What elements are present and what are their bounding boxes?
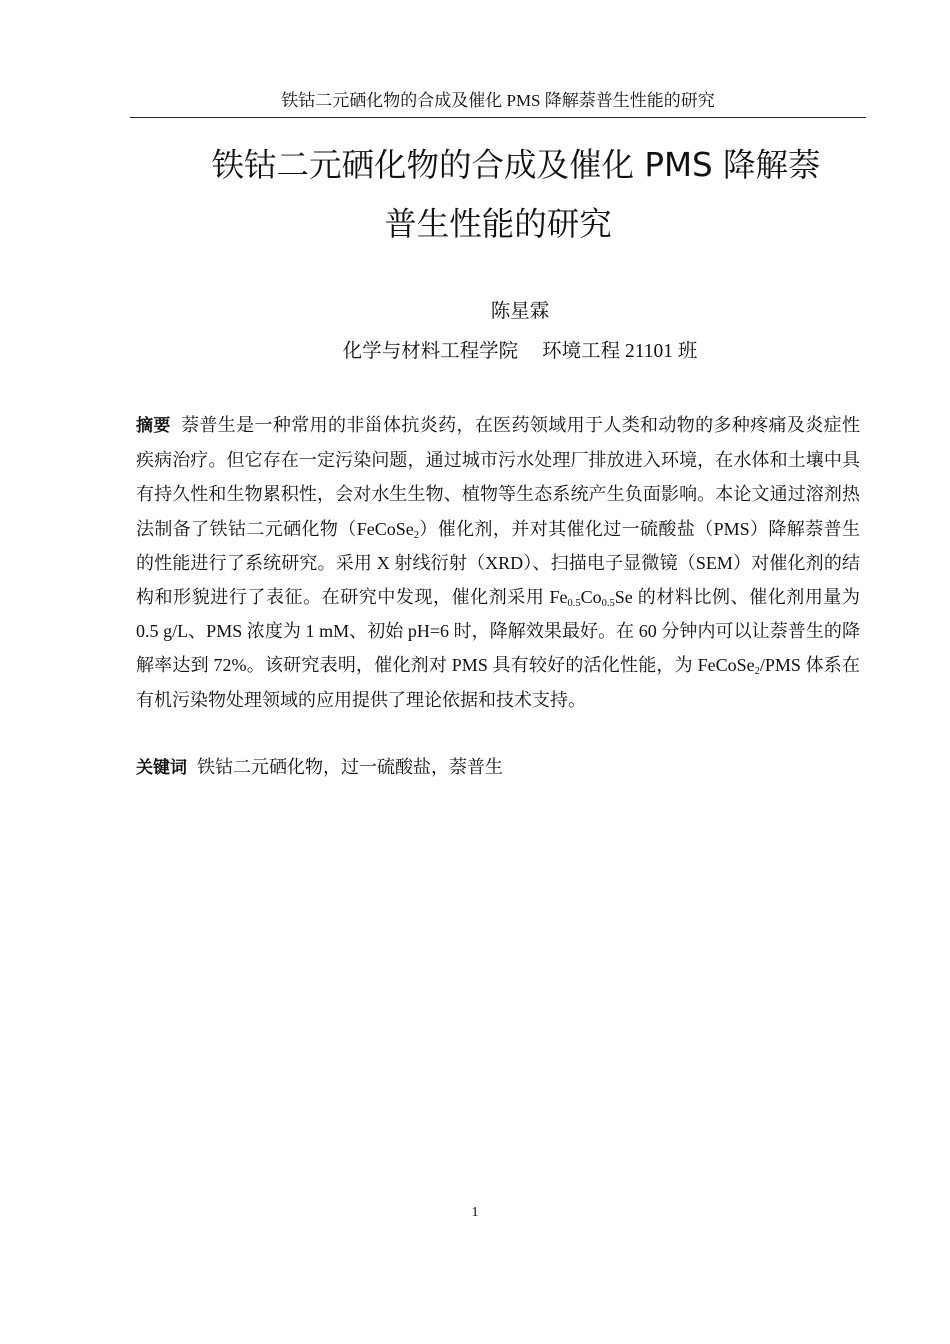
abstract-text-4: Se 的材料比例、催化剂用量为 0.5 g/L、PMS 浓度为 1 mM、初始 pH=6 时，降解效果最好。在 60 分钟内可以让萘普生的降解率达到 72%。该研究表明，催化剂对 PMS 具有较好的活化性能，为 FeCoSe: [136, 587, 860, 676]
paper-title-line-2: 普生性能的研究: [384, 205, 612, 243]
abstract-subscript-4: 2: [754, 666, 760, 678]
page-number: 1: [471, 1205, 479, 1220]
keywords-text: 铁钴二元硒化物，过一硫酸盐，萘普生: [197, 757, 503, 777]
author-affiliation: [130, 338, 910, 366]
abstract-subscript-3: 0.5: [601, 598, 615, 610]
abstract-label: 摘要: [136, 416, 171, 436]
keywords-label: 关键词: [136, 758, 187, 778]
paper-title: [130, 136, 866, 254]
author-name: 陈星霖: [490, 301, 550, 322]
abstract-text-5: /PMS 体系在有机污染物处理领域的应用提供了理论依据和技术支持。: [136, 655, 860, 710]
abstract-text-1: 萘普生是一种常用的非甾体抗炎药，在医药领域用于人类和动物的多种疼痛及炎症性疾病治疗。但它存在一定污染问题，通过城市污水处理厂排放进入环境，在水体和土壤中具有持久性和生物累积性，会对水生生物、植物等生态系统产生负面影响。本论文通过溶剂热法制备了铁钴二元硒化物（FeCoSe: [136, 415, 860, 539]
keywords: [136, 750, 860, 785]
class-name: 环境工程 21101 班: [542, 341, 698, 362]
running-header: [130, 90, 866, 118]
abstract-text-2: ）催化剂，并对其催化过一硫酸盐（PMS）降解萘普生的性能进行了系统研究。采用 X 射线衍射（XRD）、扫描电子显微镜（SEM）对催化剂的结构和形貌进行了表征。在研究中发现，催化剂采用 Fe: [136, 518, 860, 608]
abstract-subscript-2: 0.5: [567, 598, 581, 610]
abstract-text-3: Co: [580, 587, 602, 608]
school-name: 化学与材料工程学院: [342, 341, 519, 362]
running-header-title: 铁钴二元硒化物的合成及催化 PMS 降解萘普生性能的研究: [281, 91, 715, 110]
abstract: [136, 408, 860, 717]
paper-title-line-1: 铁钴二元硒化物的合成及催化 PMS 降解萘: [211, 146, 821, 184]
abstract-subscript-1: 2: [413, 529, 419, 541]
